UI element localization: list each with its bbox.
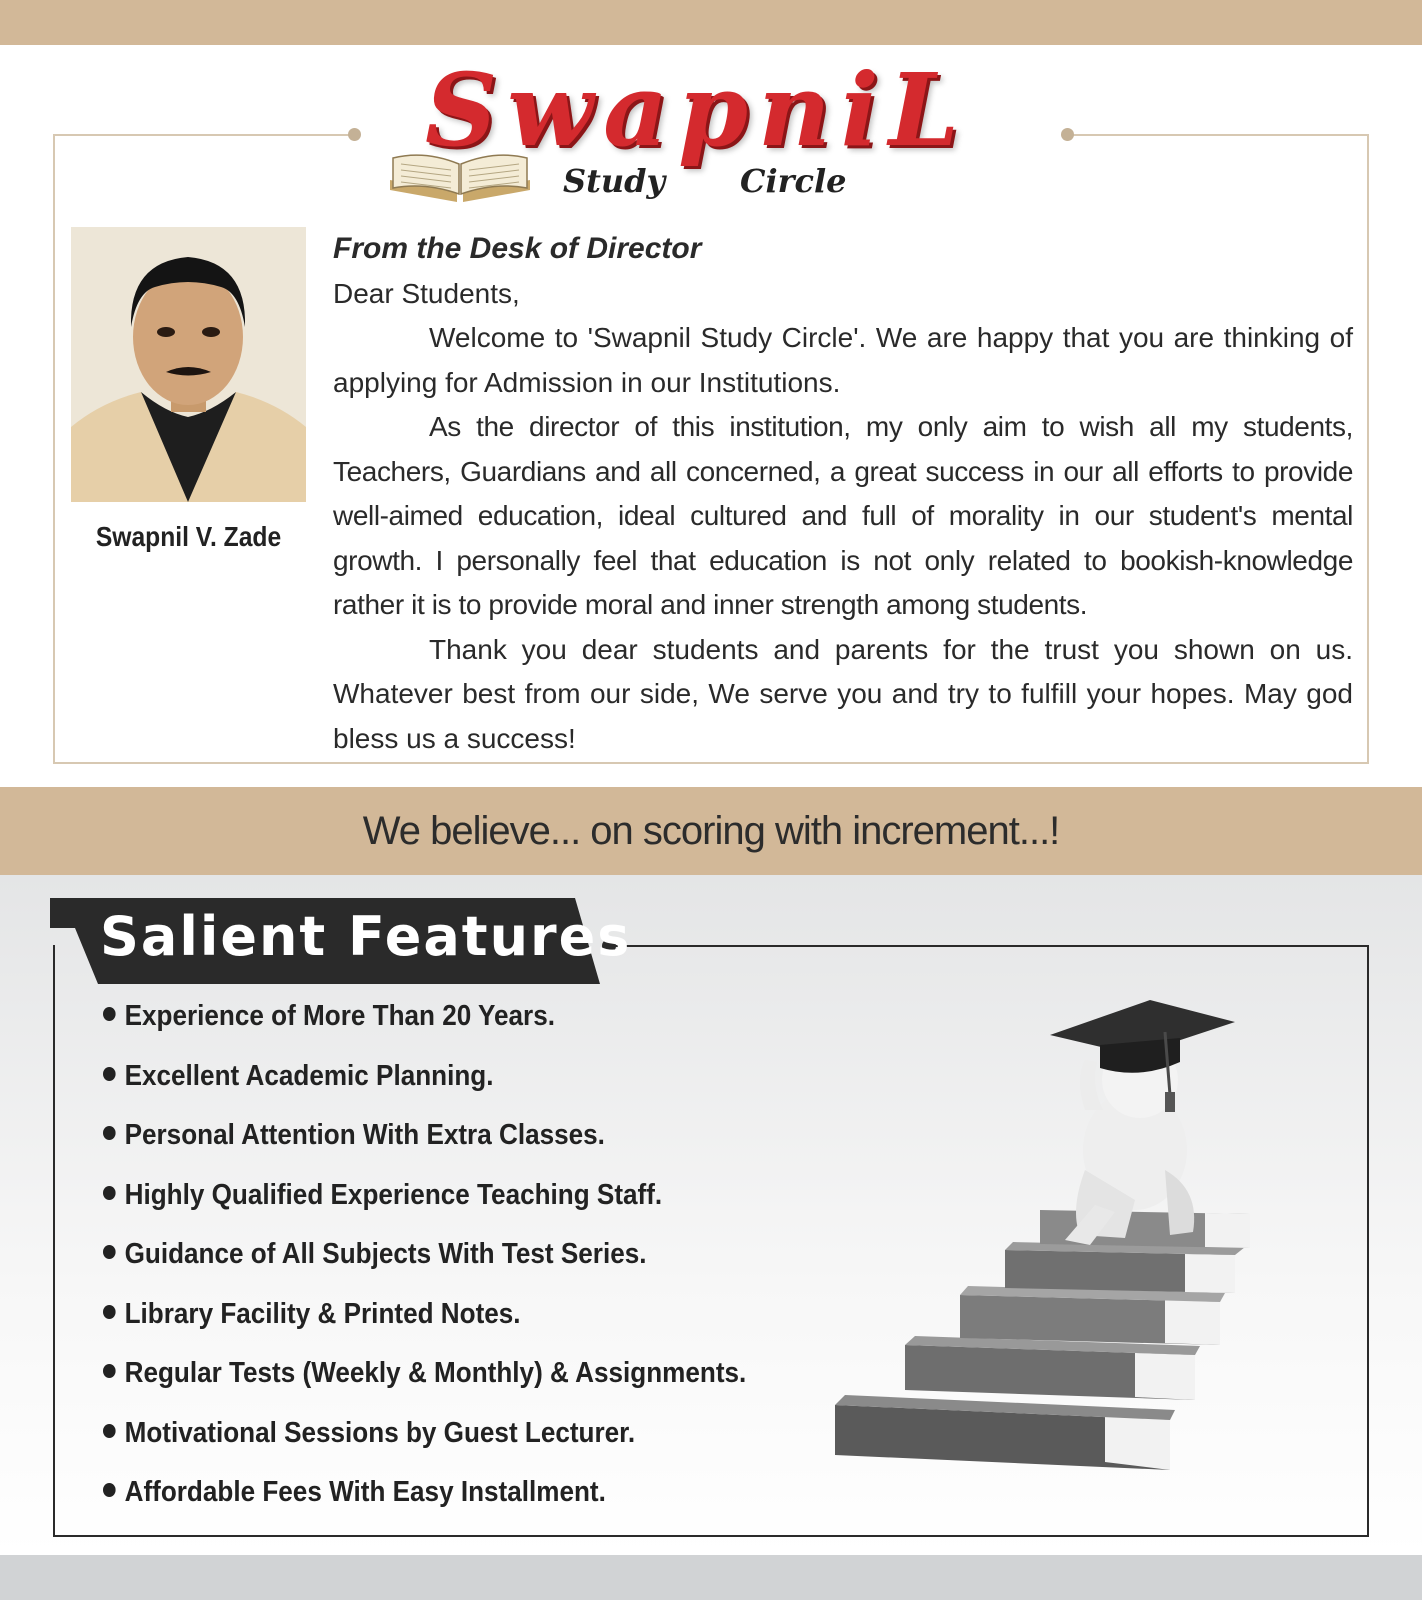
bullet-icon xyxy=(103,1186,116,1200)
top-band xyxy=(0,0,1422,45)
slogan-text: We believe... on scoring with increment...! xyxy=(362,809,1060,853)
feature-item xyxy=(103,1357,746,1417)
feature-text: Excellent Academic Planning. xyxy=(124,1059,494,1092)
bullet-icon xyxy=(103,1126,116,1140)
feature-item xyxy=(103,1179,746,1239)
feature-item xyxy=(103,1238,746,1298)
bottom-band xyxy=(0,1555,1422,1600)
features-frame-topline xyxy=(608,945,1369,947)
letter-paragraph: As the director of this institution, my only aim to wish all my students, Teachers, Guardians and all concerned, a great success in our all efforts to provide well-aimed education, ideal cultured and full of morality in our student's mental growth. I personally feel that education is not only related to bookish-knowledge rather it is to provide moral and inner strength among students. xyxy=(333,411,1353,620)
book-stairs xyxy=(835,1210,1250,1470)
feature-item xyxy=(103,1417,746,1477)
letter-salutation: Dear Students, xyxy=(333,277,520,309)
logo-subtitle-study: Study xyxy=(563,162,666,200)
feature-text: Highly Qualified Experience Teaching Staff. xyxy=(124,1178,663,1211)
director-letter xyxy=(333,227,1353,761)
feature-text: Motivational Sessions by Guest Lecturer. xyxy=(124,1416,636,1449)
slogan-band xyxy=(0,787,1422,875)
feature-text: Affordable Fees With Easy Installment. xyxy=(124,1476,606,1508)
feature-text: Guidance of All Subjects With Test Series. xyxy=(124,1238,647,1270)
feature-item xyxy=(103,1119,746,1179)
bullet-icon xyxy=(103,1305,116,1319)
logo-subtitle-circle: Circle xyxy=(740,162,847,200)
logo xyxy=(385,50,1055,210)
feature-text: Library Facility & Printed Notes. xyxy=(124,1297,521,1330)
letter-paragraph: Thank you dear students and parents for the trust you shown on us. Whatever best from our side, We serve you and try to fulfill your hopes. May god bless us a success! xyxy=(333,633,1353,754)
feature-item xyxy=(103,1476,746,1536)
feature-text: Experience of More Than 20 Years. xyxy=(124,1000,555,1032)
graduate-figure xyxy=(1050,1000,1235,1245)
director-portrait-image xyxy=(71,227,306,502)
feature-item xyxy=(103,1060,746,1120)
features-title: Salient Features xyxy=(100,905,632,968)
feature-item xyxy=(103,1000,746,1060)
director-photo xyxy=(71,227,306,502)
features-list xyxy=(103,1000,818,1536)
bullet-icon xyxy=(103,1424,116,1438)
feature-item xyxy=(103,1298,746,1358)
bullet-icon xyxy=(103,1067,116,1081)
feature-text: Regular Tests (Weekly & Monthly) & Assignments. xyxy=(124,1357,747,1389)
director-name: Swapnil V. Zade xyxy=(95,521,282,552)
letter-paragraph: Welcome to 'Swapnil Study Circle'. We are happy that you are thinking of applying for Admission in our Institutions. xyxy=(333,322,1353,398)
bullet-icon xyxy=(103,1483,116,1497)
bullet-icon xyxy=(103,1007,116,1021)
feature-text: Personal Attention With Extra Classes. xyxy=(124,1119,605,1151)
letter-heading: From the Desk of Director xyxy=(333,232,702,265)
logo-title: SwapniL xyxy=(425,51,970,169)
bullet-icon xyxy=(103,1245,116,1259)
graduate-on-book-stairs-illustration xyxy=(835,1000,1280,1510)
bullet-icon xyxy=(103,1364,116,1378)
